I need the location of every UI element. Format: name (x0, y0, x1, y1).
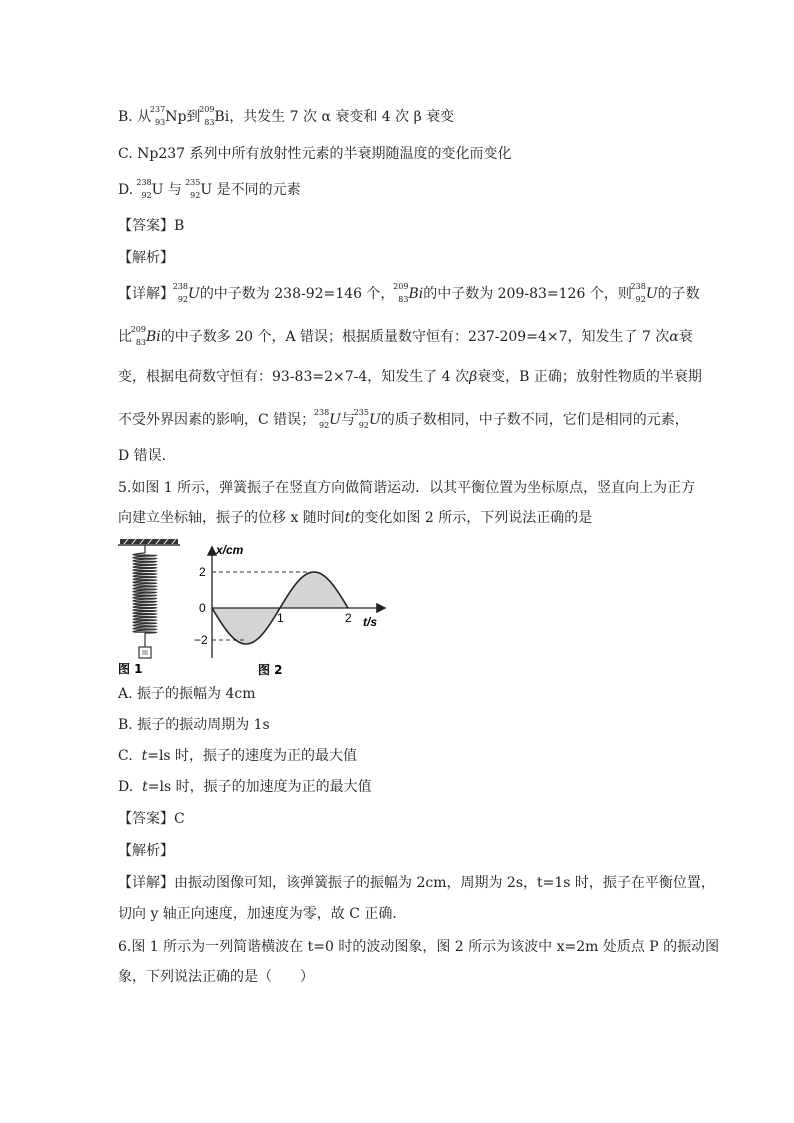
with-text: 与 (167, 182, 182, 198)
q4-option-b (118, 107, 454, 127)
y-tick-0: 0 (199, 601, 206, 615)
data-point (279, 607, 280, 608)
q5-stem-line-2 (118, 508, 592, 528)
stem-text: 向建立坐标轴，振子的位移 x 随时间 (118, 510, 345, 526)
stem-text: 的变化如图 2 所示，下列说法正确的是 (350, 510, 593, 526)
detail-text: 与 (340, 412, 355, 428)
data-point (228, 633, 229, 634)
figure-2-graph (194, 540, 403, 680)
data-point (245, 643, 246, 644)
q4-detail-line-3 (118, 367, 702, 387)
data-point (347, 607, 348, 608)
x-axis-label: t/s (363, 615, 378, 629)
answer-label: 【答案】 (118, 218, 174, 234)
answer-value: B (174, 218, 185, 234)
figure-1-caption: 图 1 (118, 662, 143, 676)
u-symbol: U (645, 286, 658, 302)
beta-symbol: β (469, 369, 478, 385)
bi-nuclide-numbers: 209 83 (393, 282, 409, 304)
q5-option-a: A. 振子的振幅为 4cm (118, 686, 256, 702)
detail-text: 的中子数多 20 个，A 错误；根据质量数守恒有：237-209=4×7，知发生了 7 次 (160, 329, 670, 345)
data-point (262, 633, 263, 634)
q5-answer (118, 809, 185, 829)
detail-text: 衰 (678, 329, 693, 345)
option-prefix: C. (118, 748, 133, 764)
x-tick-1: 1 (277, 611, 284, 625)
q5-analysis-label: 【解析】 (118, 843, 174, 859)
detail-label: 【详解】 (118, 286, 174, 302)
q4-analysis-label: 【解析】 (118, 250, 174, 266)
q4-option-d-rest: 是不同的元素 (216, 182, 301, 198)
detail-text: 变，根据电荷数守恒有：93-83=2×7-4，知发生了 4 次 (118, 369, 470, 385)
u-symbol: U (151, 182, 164, 198)
to-text: 到 (186, 109, 201, 125)
t-variable: t (344, 510, 351, 526)
data-point (296, 582, 297, 583)
detail-text: 不受外界因素的影响，C 错误； (118, 412, 316, 428)
bi-nuclide-numbers: 209 83 (130, 325, 146, 347)
np-nuclide-numbers: 237 93 (149, 105, 166, 127)
detail-text: 的中子数为 238-92=146 个， (199, 286, 395, 302)
q4-answer (118, 216, 184, 236)
figure-1-spring-oscillator (118, 537, 180, 675)
option-text: =ls 时，振子的加速度为正的最大值 (147, 779, 372, 795)
figure-2-caption: 图 2 (258, 663, 283, 677)
bi-nuclide-numbers: 209 83 (199, 105, 215, 127)
q4-option-d (118, 180, 301, 200)
q5-detail-line-1 (118, 873, 715, 893)
t-variable: t (141, 748, 148, 764)
u235-nuclide-numbers: 235 92 (353, 408, 369, 430)
detail-label: 【详解】 (118, 875, 174, 891)
q5-option-d (118, 777, 372, 797)
np-symbol: Np (165, 109, 187, 125)
answer-label: 【答案】 (118, 811, 174, 827)
q4-option-b-prefix: B. 从 (118, 109, 152, 125)
q5-option-c (118, 746, 357, 766)
answer-value: C (174, 811, 185, 827)
y-axis-label: x/cm (216, 543, 244, 557)
data-point (211, 607, 212, 608)
detail-text: 的中子数为 209-83=126 个，则 (423, 286, 632, 302)
bi-symbol: Bi (146, 329, 161, 345)
u-symbol-2: U (200, 182, 213, 198)
mass-inner (142, 650, 148, 655)
q4-option-c: C. Np237 系列中所有放射性元素的半衰期随温度的变化而变化 (118, 146, 512, 162)
q4-detail-line-5: D 错误． (118, 448, 176, 464)
bi-symbol: Bi (214, 109, 230, 125)
q4-detail-line-2 (118, 327, 693, 347)
u-symbol: U (368, 412, 381, 428)
data-point (330, 582, 331, 583)
u238-nuclide-numbers: 238 92 (172, 282, 188, 304)
u238-nuclide-numbers: 238 92 (630, 282, 646, 304)
q4-detail-line-1 (118, 284, 700, 304)
x-tick-2: 2 (345, 611, 352, 625)
option-text: =ls 时，振子的速度为正的最大值 (147, 748, 358, 764)
q5-stem-line-1: 5.如图 1 所示，弹簧振子在竖直方向做简谐运动．以其平衡位置为坐标原点，竖直向上为正方 (118, 480, 696, 496)
alpha-symbol: α (669, 329, 679, 345)
q5-option-b: B. 振子的振动周期为 1s (118, 717, 270, 733)
q6-stem-line-1: 6.图 1 所示为一列简谐横波在 t=0 时的波动图象，图 2 所示为该波中 x=2m 处质点 P 的振动图 (118, 939, 720, 955)
q5-detail-line-2: 切向 y 轴正向速度，加速度为零，故 C 正确． (118, 906, 407, 922)
data-point (313, 571, 314, 572)
u-symbol: U (188, 286, 200, 302)
q4-option-b-rest: ，共发生 7 次 α 衰变和 4 次 β 衰变 (229, 109, 455, 125)
detail-text: 的子数 (657, 286, 700, 302)
t-variable: t (142, 779, 148, 795)
u-symbol: U (329, 412, 341, 428)
y-tick-neg2: −2 (194, 633, 208, 647)
u238-nuclide-numbers: 238 92 (313, 408, 330, 430)
detail-text: 由振动图像可知，该弹簧振子的振幅为 2cm，周期为 2s，t=1s 时，振子在平衡位置， (174, 875, 715, 891)
q4-detail-line-4 (118, 410, 689, 430)
detail-text: 的质子数相同，中子数不同，它们是相同的元素， (380, 412, 689, 428)
u235-nuclide-numbers: 235 92 (185, 178, 201, 200)
q6-stem-line-2: 象，下列说法正确的是（ ） (118, 969, 314, 985)
detail-text: 比 (118, 329, 132, 345)
u238-nuclide-numbers: 238 92 (136, 178, 152, 200)
q4-option-d-prefix: D. (118, 182, 134, 198)
option-prefix: D. (118, 779, 134, 795)
spring-coil (133, 553, 157, 633)
detail-text: 衰变，B 正确；放射性物质的半衰期 (477, 369, 702, 385)
bi-symbol: Bi (408, 286, 424, 302)
y-tick-2: 2 (199, 565, 206, 579)
